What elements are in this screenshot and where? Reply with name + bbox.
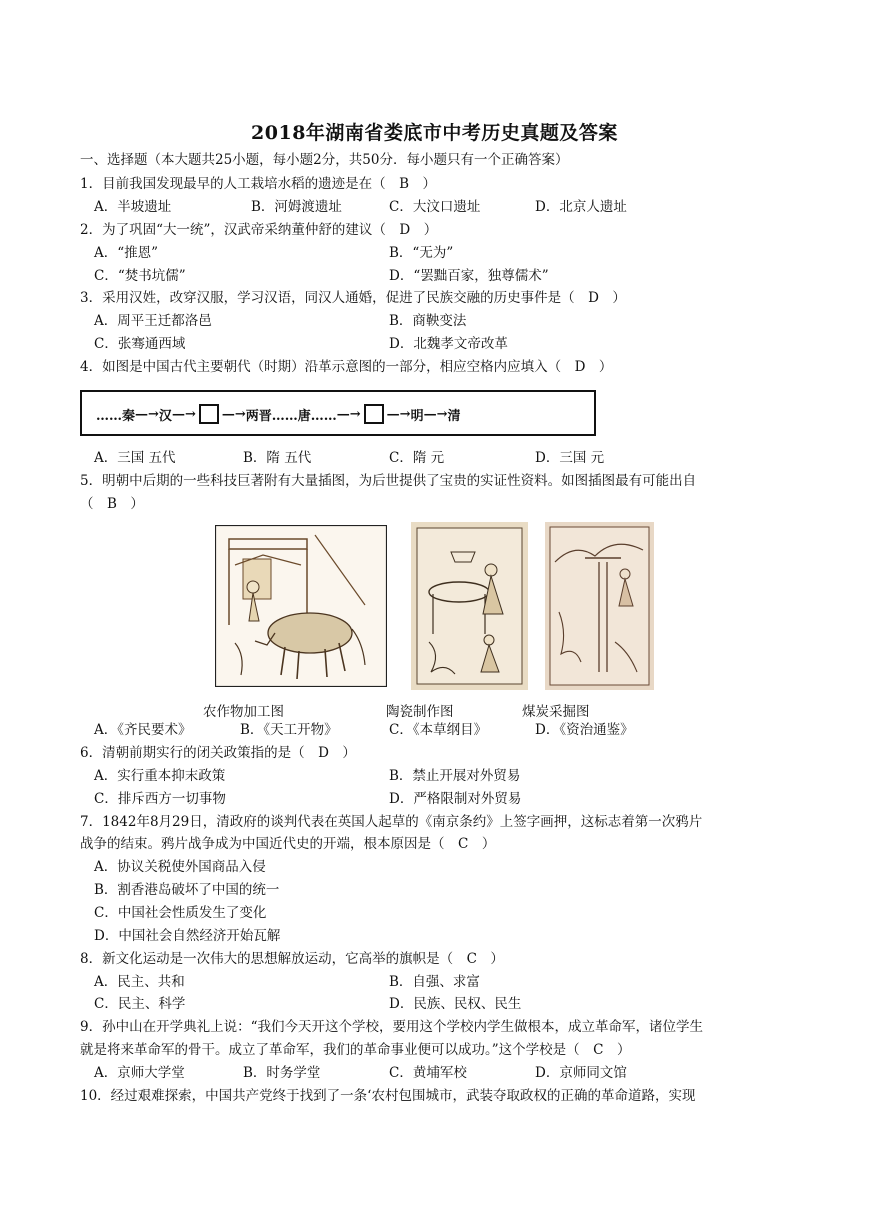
q6-option-d: D．严格限制对外贸易 [389, 791, 522, 807]
q3-option-b: B．商鞅变法 [389, 313, 467, 329]
coal-mining-illustration [545, 522, 654, 690]
q1-option-a: A．半坡遗址 [94, 199, 172, 215]
q4-option-a: A．三国 五代 [94, 450, 176, 466]
flow-arrow: —→ [336, 406, 361, 422]
q1-option-b: B．河姆渡遗址 [251, 199, 342, 215]
flow-blank-box [199, 404, 219, 424]
q2-option-a: A．“推恩” [94, 245, 159, 261]
flow-ming: 明 [410, 408, 424, 424]
q3-option-a: A．周平王迁都洛邑 [94, 313, 212, 329]
flow-blank-box [364, 404, 384, 424]
q5-option-c: C．《本草纲目》 [389, 722, 488, 738]
flow-arrow: —→ [386, 406, 411, 422]
flow-qin: ……秦 [96, 408, 136, 424]
question-8: 8．新文化运动是一次伟大的思想解放运动，它高举的旗帜是（ C ） [80, 951, 504, 967]
question-4: 4．如图是中国古代主要朝代（时期）沿革示意图的一部分，相应空格内应填入（ D ） [80, 359, 613, 375]
crop-processing-illustration [215, 525, 387, 687]
flow-arrow: —→ [221, 406, 246, 422]
q1-option-c: C．大汶口遗址 [389, 199, 481, 215]
question-3: 3．采用汉姓，改穿汉服，学习汉语，同汉人通婚，促进了民族交融的历史事件是（ D ） [80, 290, 626, 306]
flow-arrow: —→ [171, 406, 196, 422]
dynasty-flow-diagram [80, 390, 596, 436]
q7-option-c: C．中国社会性质发生了变化 [94, 905, 267, 921]
q7-option-d: D．中国社会自然经济开始瓦解 [94, 928, 281, 944]
q2-option-b: B．“无为” [389, 245, 454, 261]
q3-option-c: C．张骞通西域 [94, 336, 186, 352]
question-10: 10．经过艰难探索，中国共产党终于找到了一条‘农村包围城市，武装夺取政权的正确的革命道路，实现 [80, 1088, 696, 1104]
q7-option-a: A．协议关税使外国商品入侵 [94, 859, 266, 875]
question-5: 5．明朝中后期的一些科技巨著附有大量插图，为后世提供了宝贵的实证性资料。如图插图最有可能出自 [80, 473, 697, 489]
q4-option-d: D．三国 元 [535, 450, 605, 466]
caption-coal-mining: 煤炭采掘图 [522, 704, 590, 720]
question-1: 1．目前我国发现最早的人工栽培水稻的遗迹是在（ B ） [80, 176, 437, 192]
section-heading: 一、选择题（本大题共25小题，每小题2分，共50分．每小题只有一个正确答案） [80, 152, 569, 168]
flow-arrow: —→ [135, 406, 159, 422]
q6-option-c: C．排斥西方一切事物 [94, 791, 226, 807]
question-7: 7．1842年8月29日，清政府的谈判代表在英国人起草的《南京条约》上签字画押，这标志着第一次鸦片 [80, 814, 703, 830]
question-2: 2．为了巩固“大一统”，汉武帝采纳董仲舒的建议（ D ） [80, 222, 438, 238]
q2-option-d: D．“罢黜百家，独尊儒术” [389, 268, 549, 284]
q5-option-d: D．《资治通鉴》 [535, 722, 634, 738]
q9-option-b: B．时务学堂 [243, 1065, 321, 1081]
flow-han: 汉 [158, 408, 172, 424]
flow-arrow: —→ [423, 406, 448, 422]
q6-option-a: A．实行重本抑末政策 [94, 768, 226, 784]
q8-option-d: D．民族、民权、民生 [389, 996, 522, 1012]
q8-option-c: C．民主、科学 [94, 996, 186, 1012]
q5-option-a: A．《齐民要术》 [94, 722, 192, 738]
q2-option-c: C．“焚书坑儒” [94, 268, 186, 284]
q1-option-d: D．北京人遗址 [535, 199, 627, 215]
porcelain-making-illustration [411, 522, 528, 690]
question-6: 6．清朝前期实行的闭关政策指的是（ D ） [80, 745, 356, 761]
q9-option-a: A．京师大学堂 [94, 1065, 185, 1081]
question-5-answer: （ B ） [80, 496, 144, 512]
flow-jin-tang: 两晋……唐…… [245, 408, 337, 424]
flow-qing: 清 [447, 408, 461, 424]
page-title: 2018年湖南省娄底市中考历史真题及答案 [251, 122, 618, 144]
question-7-cont: 战争的结束。鸦片战争成为中国近代史的开端，根本原因是（ C ） [80, 836, 496, 852]
caption-porcelain-making: 陶瓷制作图 [386, 704, 454, 720]
q4-option-b: B．隋 五代 [243, 450, 312, 466]
question-9-cont: 就是将来革命军的骨干。成立了革命军，我们的革命事业便可以成功。”这个学校是（ C ） [80, 1042, 631, 1058]
q9-option-c: C．黄埔军校 [389, 1065, 467, 1081]
question-9: 9．孙中山在开学典礼上说：“我们今天开这个学校，要用这个学校内学生做根本，成立革命军，诸位学生 [80, 1019, 703, 1035]
q5-option-b: B．《天工开物》 [240, 722, 338, 738]
q8-option-a: A．民主、共和 [94, 974, 185, 990]
q8-option-b: B．自强、求富 [389, 974, 480, 990]
q3-option-d: D．北魏孝文帝改革 [389, 336, 508, 352]
caption-crop-processing: 农作物加工图 [203, 704, 284, 720]
q4-option-c: C．隋 元 [389, 450, 445, 466]
q6-option-b: B．禁止开展对外贸易 [389, 768, 521, 784]
q9-option-d: D．京师同文馆 [535, 1065, 627, 1081]
q7-option-b: B．割香港岛破坏了中国的统一 [94, 882, 280, 898]
